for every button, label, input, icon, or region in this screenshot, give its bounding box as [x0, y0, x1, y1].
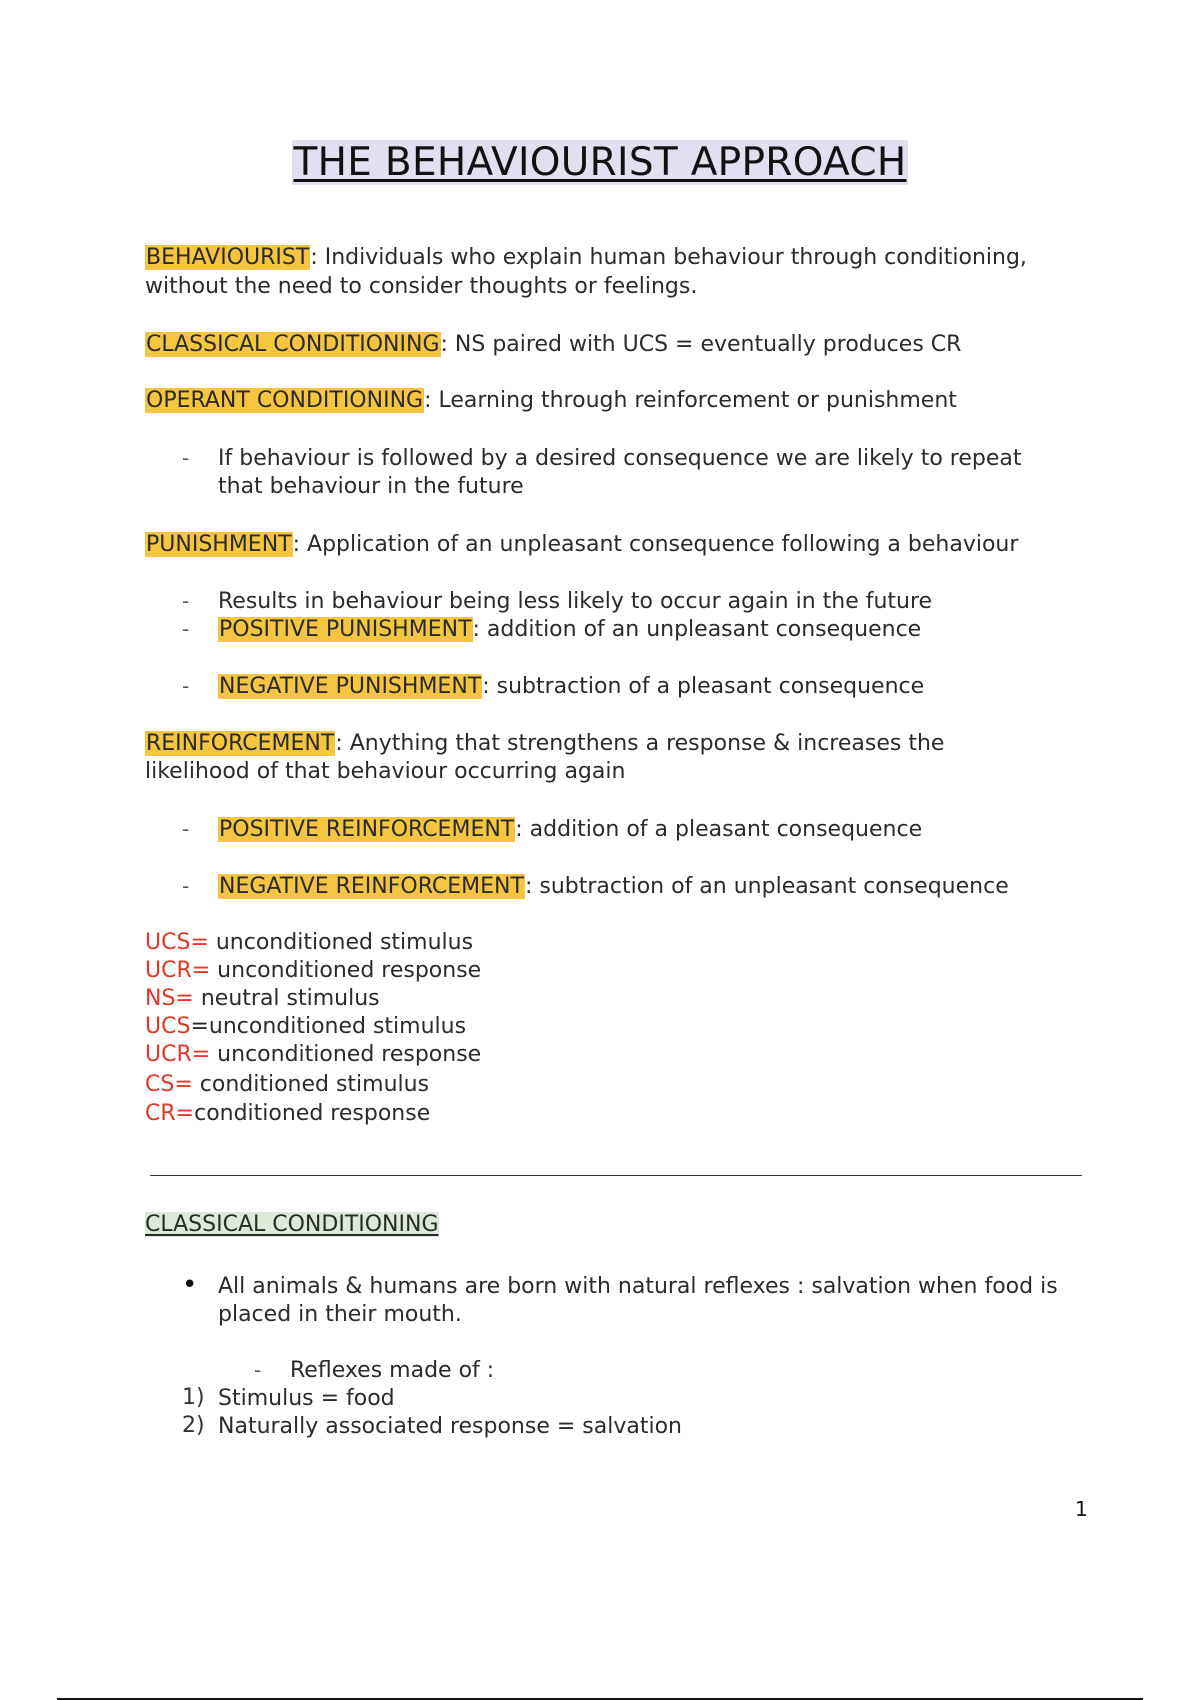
dash-bullet-icon: - — [182, 446, 190, 470]
dash-bullet-icon: - — [182, 674, 190, 698]
operant-bullet-cont: that behaviour in the future — [218, 474, 524, 499]
punishment-bullet-2: POSITIVE PUNISHMENT: addition of an unpleasant consequence — [219, 617, 922, 642]
dash-bullet-icon: - — [254, 1358, 262, 1382]
abbreviation-line: UCS= unconditioned stimulus — [145, 930, 474, 955]
term-positive-punishment: POSITIVE PUNISHMENT — [219, 617, 472, 642]
term-punishment: PUNISHMENT — [146, 532, 292, 557]
term-negative-reinforcement: NEGATIVE REINFORCEMENT — [219, 874, 524, 899]
dash-bullet-icon: - — [182, 617, 190, 641]
punishment-bullet-3: NEGATIVE PUNISHMENT: subtraction of a pleasant consequence — [219, 674, 925, 699]
punishment-bullet-1: Results in behaviour being less likely to occur again in the future — [218, 589, 933, 614]
definition-reinforcement-cont: likelihood of that behaviour occurring again — [145, 759, 626, 784]
abbreviation-line: UCS=unconditioned stimulus — [145, 1014, 467, 1039]
definition-classical: CLASSICAL CONDITIONING: NS paired with UCS = eventually produces CR — [146, 332, 962, 357]
list-item: Naturally associated response = salvation — [218, 1414, 682, 1439]
term-operant: OPERANT CONDITIONING — [146, 388, 424, 413]
definition-punishment: PUNISHMENT: Application of an unpleasant consequence following a behaviour — [146, 532, 1019, 557]
list-item: Stimulus = food — [218, 1386, 395, 1411]
reinforcement-bullet-2: NEGATIVE REINFORCEMENT: subtraction of an unpleasant consequence — [219, 874, 1009, 899]
section-heading-classical: CLASSICAL CONDITIONING — [145, 1212, 439, 1237]
term-reinforcement: REINFORCEMENT — [146, 731, 335, 756]
page-number: 1 — [1075, 1497, 1088, 1521]
abbreviation-line: CR=conditioned response — [145, 1101, 431, 1126]
definition-operant: OPERANT CONDITIONING: Learning through reinforcement or punishment — [146, 388, 957, 413]
dash-bullet-icon: - — [182, 874, 190, 898]
abbreviation-line: NS= neutral stimulus — [145, 986, 380, 1011]
dash-bullet-icon: - — [182, 589, 190, 613]
abbreviation-line: CS= conditioned stimulus — [145, 1072, 430, 1097]
bullet-dot-icon: • — [182, 1270, 198, 1300]
definition-behaviourist-cont: without the need to consider thoughts or feelings. — [145, 274, 698, 299]
abbreviation-line: UCR= unconditioned response — [145, 958, 482, 983]
list-number: 1) — [182, 1385, 205, 1410]
definition-behaviourist: BEHAVIOURIST: Individuals who explain human behaviour through conditioning, — [146, 245, 1027, 270]
classical-bullet: All animals & humans are born with natural reflexes : salvation when food is — [218, 1274, 1058, 1299]
abbreviation-line: UCR= unconditioned response — [145, 1042, 482, 1067]
term-behaviourist: BEHAVIOURIST — [146, 245, 310, 270]
reflexes-subitem: Reflexes made of : — [290, 1358, 495, 1383]
operant-bullet: If behaviour is followed by a desired consequence we are likely to repeat — [218, 446, 1022, 471]
classical-bullet-cont: placed in their mouth. — [218, 1302, 462, 1327]
definition-reinforcement: REINFORCEMENT: Anything that strengthens a response & increases the — [146, 731, 945, 756]
page-title: THE BEHAVIOURIST APPROACH — [293, 140, 907, 185]
reinforcement-bullet-1: POSITIVE REINFORCEMENT: addition of a pleasant consequence — [219, 817, 923, 842]
term-negative-punishment: NEGATIVE PUNISHMENT — [219, 674, 482, 699]
dash-bullet-icon: - — [182, 817, 190, 841]
list-number: 2) — [182, 1413, 205, 1438]
section-divider — [150, 1175, 1082, 1176]
term-classical: CLASSICAL CONDITIONING — [146, 332, 440, 357]
term-positive-reinforcement: POSITIVE REINFORCEMENT — [219, 817, 515, 842]
